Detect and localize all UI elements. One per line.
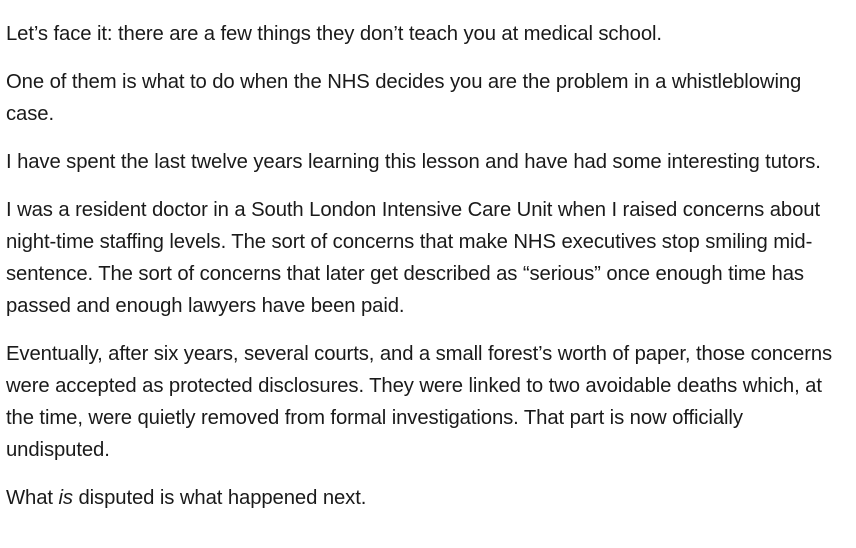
paragraph-2: One of them is what to do when the NHS decides you are the problem in a whistleblowing case. <box>6 71 802 125</box>
paragraph-3: I have spent the last twelve years learning this lesson and have had some interesting tutors. <box>6 151 821 173</box>
paragraph-5: Eventually, after six years, several courts, and a small forest’s worth of paper, those concerns were accepted as protected disclosures. They were linked to two avoidable deaths which, at the time, were quietly removed from formal investigations. That part is now officially undisputed. <box>6 343 833 461</box>
paragraph-4: I was a resident doctor in a South London Intensive Care Unit when I raised concerns about night-time staffing levels. The sort of concerns that make NHS executives stop smiling mid-sentence. The sort of concerns that later get described as “serious” once enough time has passed and enough lawyers have been paid. <box>6 199 821 317</box>
paragraph-6 <box>6 482 852 514</box>
paragraph-1: Let’s face it: there are a few things they don’t teach you at medical school. <box>6 23 662 45</box>
paragraph-6-start: What <box>6 487 59 509</box>
paragraph-6-end: disputed is what happened next. <box>72 487 367 509</box>
emphasis-is: is <box>58 487 73 509</box>
